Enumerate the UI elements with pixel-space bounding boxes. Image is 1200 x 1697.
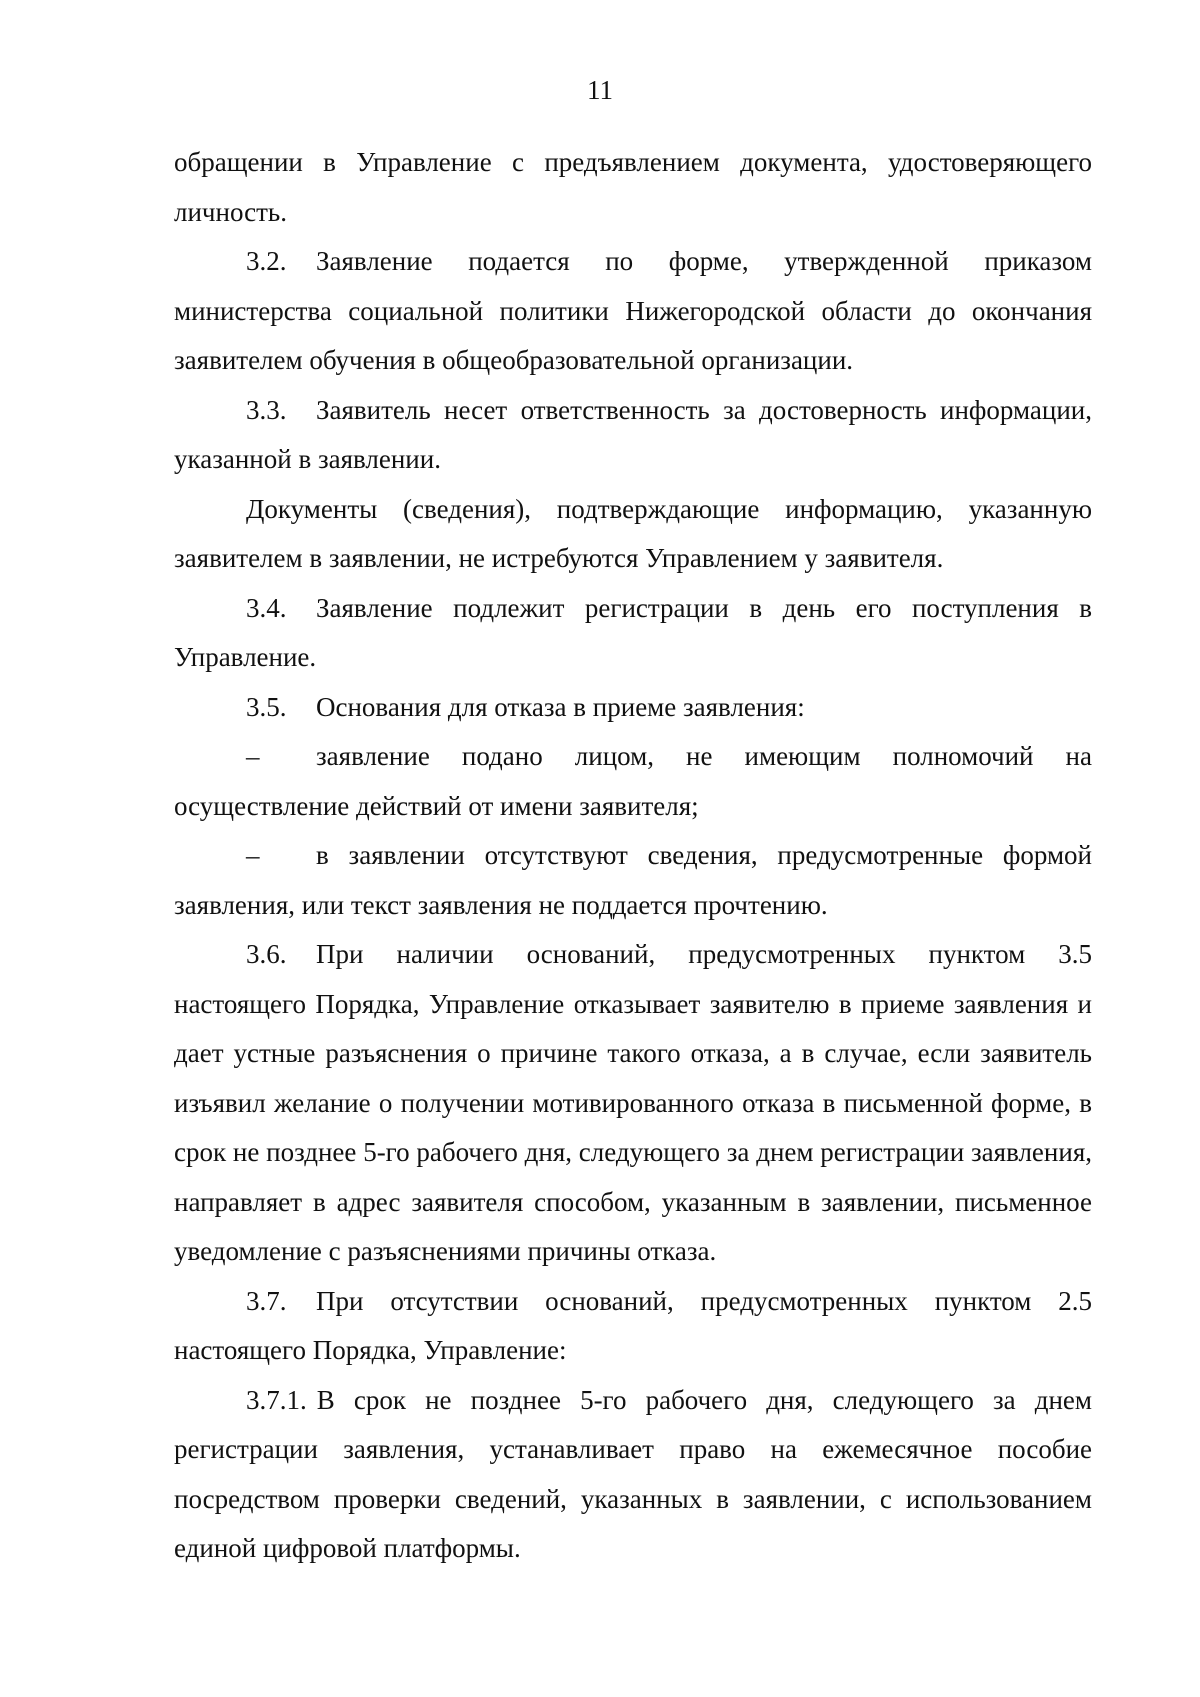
paragraph-number: 3.7.1.: [246, 1384, 307, 1415]
paragraph-number: 3.5.: [246, 691, 287, 722]
paragraph-3-2: [174, 237, 1092, 386]
paragraph-continuation: [174, 138, 1092, 237]
paragraph-3-6: [174, 930, 1092, 1277]
paragraph-3-7-1: [174, 1376, 1092, 1574]
paragraph-number: 3.3.: [246, 394, 287, 425]
paragraph-text: обращении в Управление с предъявлением документа, удостоверяющего личность.: [174, 147, 1092, 227]
paragraph-text: в заявлении отсутствуют сведения, предусмотренные формой заявления, или текст заявления не поддается прочтению.: [174, 840, 1092, 920]
paragraph-number: 3.6.: [246, 939, 287, 969]
paragraph-text: Заявление подлежит регистрации в день его поступления в Управление.: [174, 592, 1092, 672]
paragraph-number: 3.7.: [246, 1285, 287, 1316]
paragraph-text: Основания для отказа в приеме заявления:: [316, 691, 805, 722]
paragraph-3-3: [174, 386, 1092, 485]
paragraph-text: Документы (сведения), подтверждающие информацию, указанную заявителем в заявлении, не истребуются Управлением у заявителя.: [174, 493, 1092, 573]
list-dash: –: [246, 741, 260, 771]
paragraph-text: Заявление подается по форме, утвержденной приказом министерства социальной политики Нижегородской области до окончания заявителем обучения в общеобразовательной организации.: [174, 246, 1092, 375]
paragraph-number: 3.4.: [246, 592, 287, 623]
paragraph-documents: [174, 485, 1092, 584]
paragraph-3-4: [174, 584, 1092, 683]
paragraph-text: заявление подано лицом, не имеющим полномочий на осуществление действий от имени заявителя;: [174, 741, 1092, 821]
paragraph-text: При отсутствии оснований, предусмотренных пунктом 2.5 настоящего Порядка, Управление:: [174, 1285, 1092, 1365]
list-item-missing-info: [174, 831, 1092, 930]
paragraph-text: При наличии оснований, предусмотренных пунктом 3.5 настоящего Порядка, Управление отказывает заявителю в приеме заявления и дает устные разъяснения о причине такого отказа, а в случае, если заявитель изъявил желание о получении мотивированного отказа в письменной форме, в срок не позднее 5-го рабочего дня, следующего за днем регистрации заявления, направляет в адрес заявителя способом, указанным в заявлении, письменное уведомление с разъяснениями причины отказа.: [174, 939, 1092, 1266]
list-item-authority: [174, 732, 1092, 831]
paragraph-3-7: [174, 1277, 1092, 1376]
paragraph-text: В срок не позднее 5-го рабочего дня, следующего за днем регистрации заявления, устанавливает право на ежемесячное пособие посредством проверки сведений, указанных в заявлении, с использованием единой цифровой платформы.: [174, 1384, 1092, 1563]
list-dash: –: [246, 840, 260, 870]
page-number: 11: [587, 75, 613, 105]
document-body: [174, 138, 1092, 1574]
paragraph-text: Заявитель несет ответственность за достоверность информации, указанной в заявлении.: [174, 394, 1092, 474]
paragraph-3-5: [174, 683, 1092, 733]
paragraph-number: 3.2.: [246, 246, 287, 276]
